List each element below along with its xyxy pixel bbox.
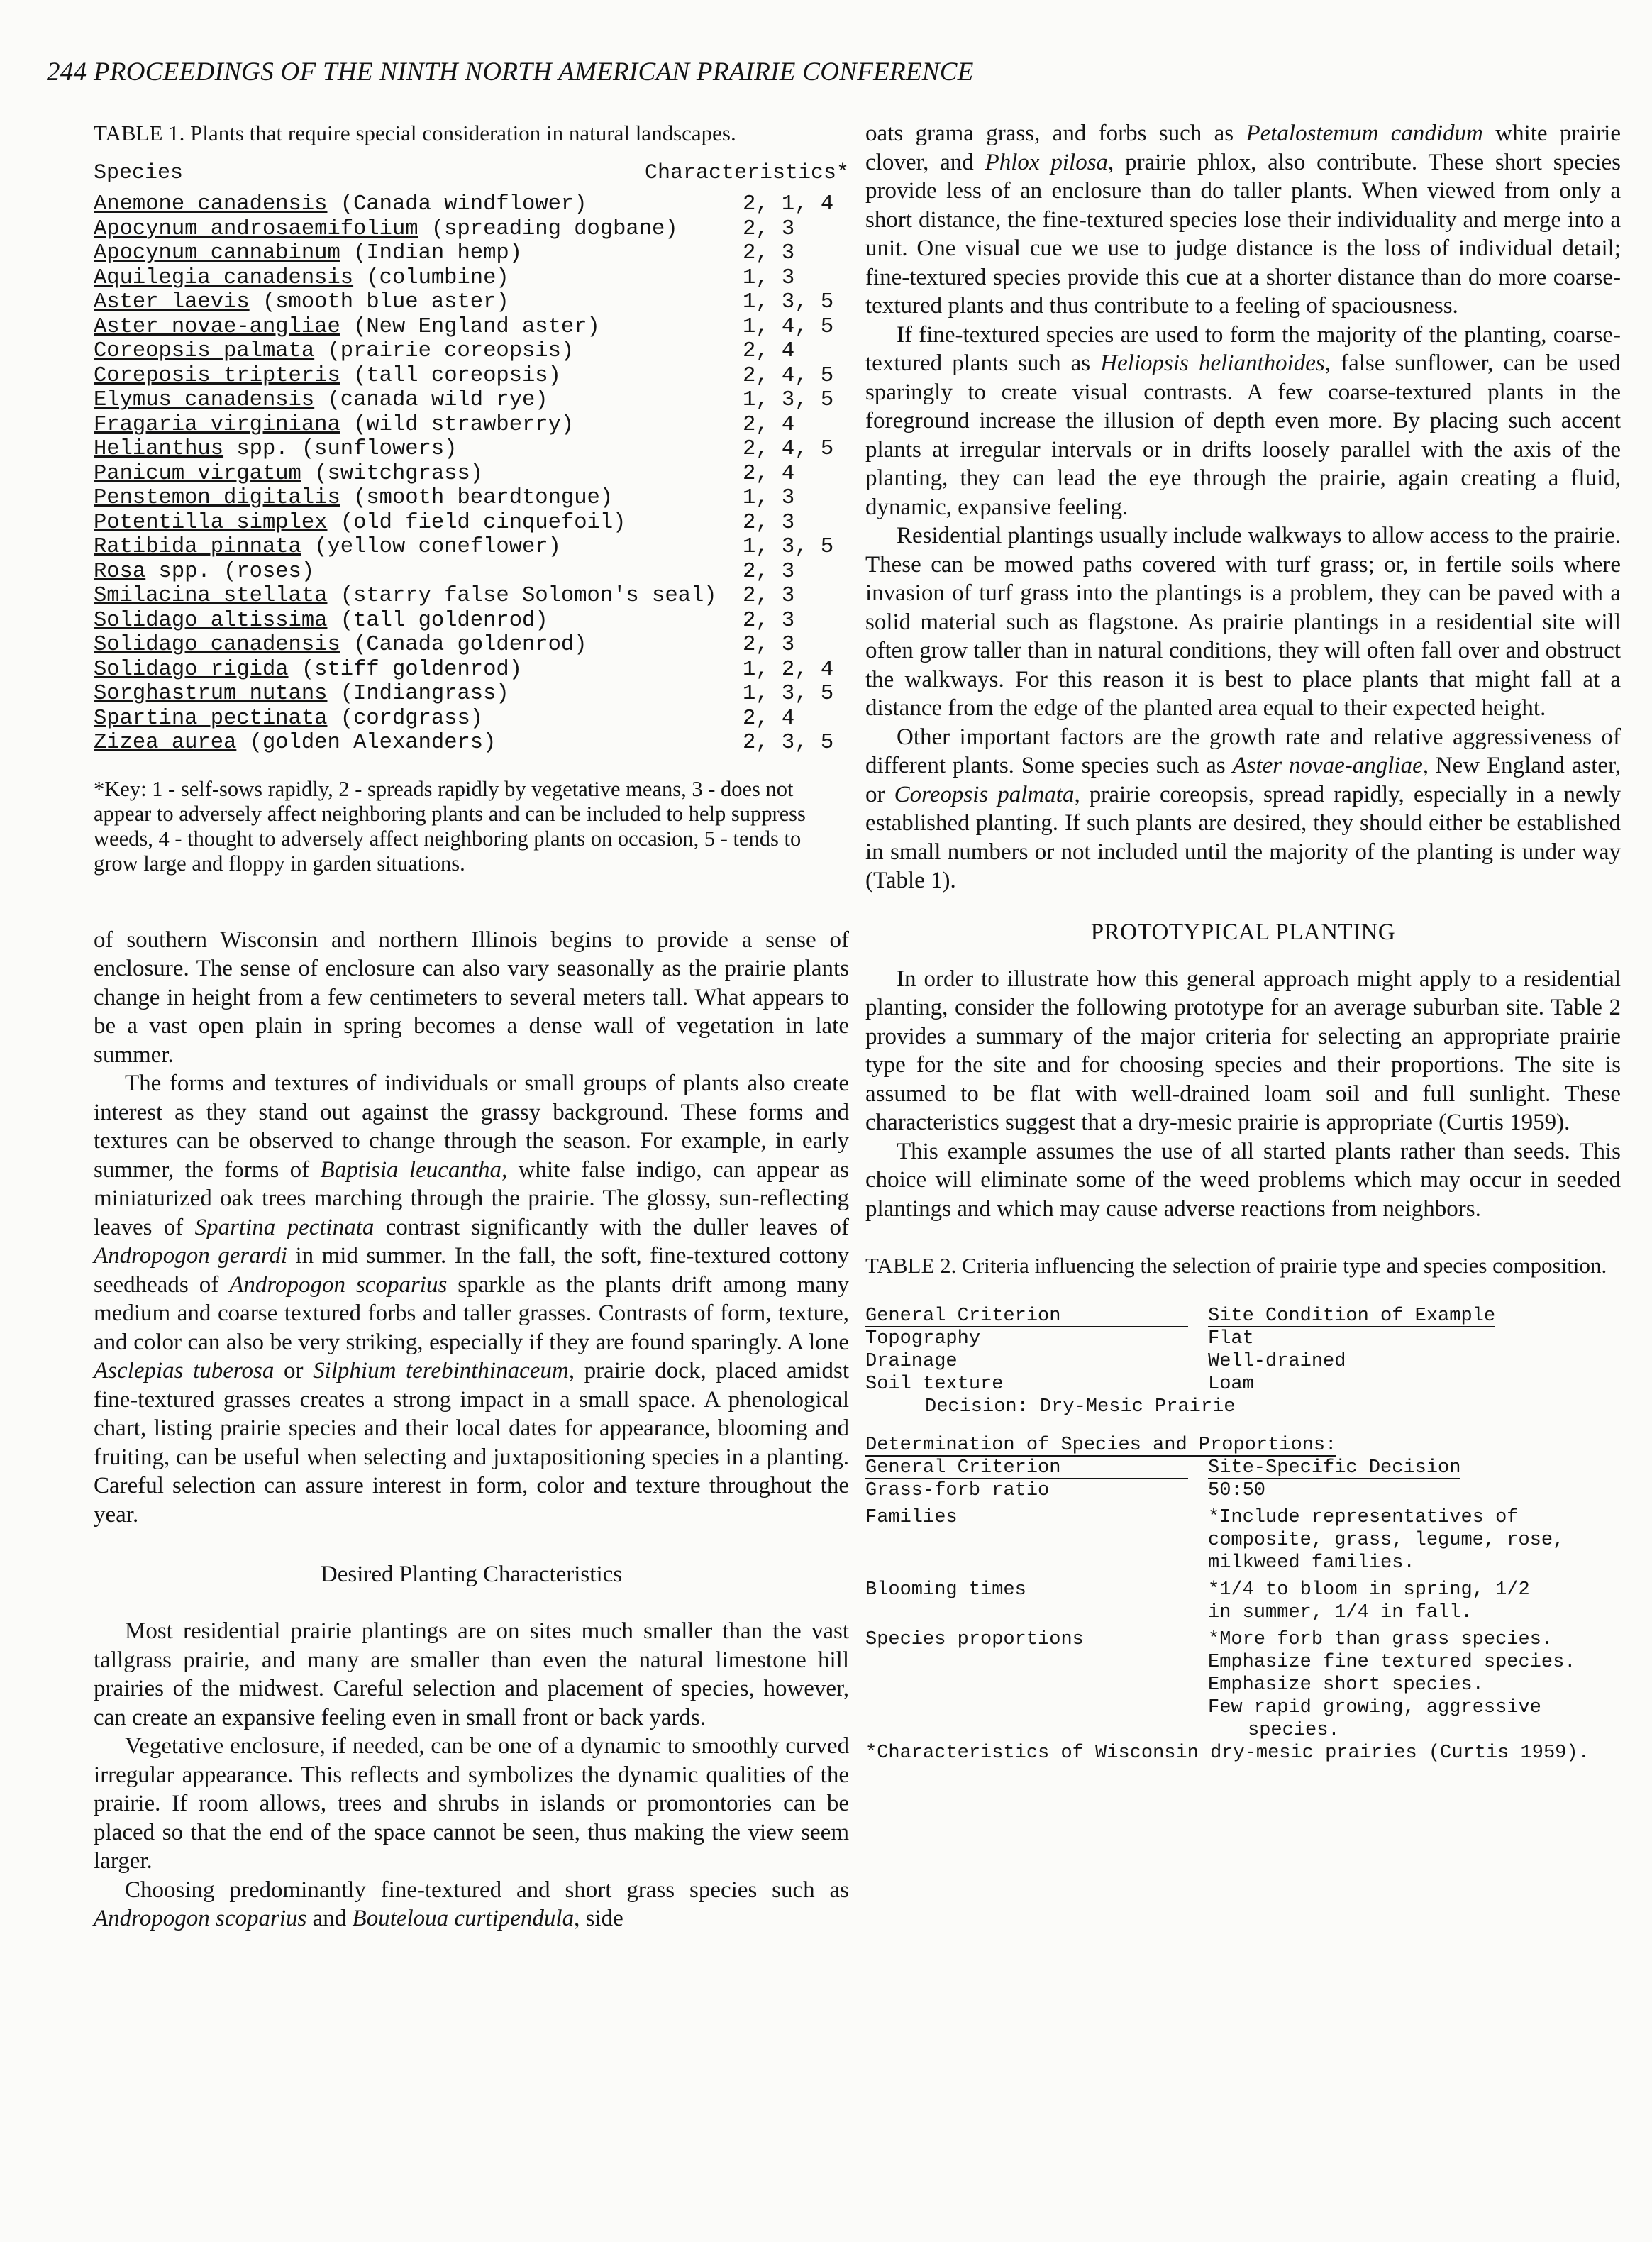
characteristics-cell: 1, 3, 5	[743, 535, 834, 559]
criterion-cell: Soil texture	[865, 1374, 1004, 1395]
table-row	[94, 388, 849, 413]
species-cell	[94, 266, 743, 291]
paragraph: oats grama grass, and forbs such as Petalostemum candidum white prairie clover, and Phlox pilosa, prairie phlox, also contribute. These short species provide less of an enclosure than do taller plants. When viewed from only a short distance, the fine-textured species lose their individuality and merge into a unit. One visual cue we use to judge distance is the loss of individual detail; fine-textured species provide this cue at a shorter distance than do more coarse-textured plants and thus contribute to a feeling of spaciousness.	[865, 121, 1621, 319]
characteristics-cell: 2, 3	[743, 633, 795, 657]
table-row	[865, 1506, 1621, 1574]
scientific-name: Panicum virgatum	[94, 461, 301, 486]
scientific-name: Ratibida pinnata	[94, 535, 301, 559]
table-row	[865, 1373, 1621, 1396]
table2-caption: TABLE 2. Criteria influencing the selection of prairie type and species composition.	[865, 1253, 1607, 1278]
condition-cell: Flat	[1208, 1328, 1254, 1349]
characteristics-cell: 2, 3	[743, 559, 795, 584]
species-cell	[94, 241, 743, 266]
table-row	[94, 217, 849, 242]
criterion-cell: Grass-forb ratio	[865, 1480, 1050, 1501]
section-heading: PROTOTYPICAL PLANTING	[1090, 919, 1396, 945]
scientific-name: Sorghastrum nutans	[94, 682, 328, 706]
table2-determination-title: Determination of Species and Proportions:	[865, 1435, 1337, 1456]
running-header: 244 PROCEEDINGS OF THE NINTH NORTH AMERICAN PRAIRIE CONFERENCE	[47, 57, 974, 87]
decision-line: Emphasize fine textured species.	[1208, 1652, 1576, 1673]
right-body-text	[865, 119, 1621, 1223]
decision-line: 50:50	[1208, 1480, 1266, 1501]
table2-col-decision: Site-Specific Decision	[1208, 1457, 1461, 1479]
characteristics-cell: 2, 3, 5	[743, 731, 834, 755]
common-name: spp. (roses)	[145, 559, 315, 584]
species-cell	[94, 731, 743, 756]
table2-col-condition: Site Condition of Example	[1208, 1305, 1496, 1327]
scientific-name: Solidago rigida	[94, 657, 289, 682]
scientific-name: Spartina pectinata	[94, 706, 328, 731]
table-row	[94, 707, 849, 731]
common-name: spp. (sunflowers)	[223, 437, 458, 461]
characteristics-cell: 1, 3, 5	[743, 682, 834, 706]
decision-cell	[1208, 1579, 1621, 1624]
table-row	[94, 241, 849, 266]
characteristics-cell: 1, 3	[743, 265, 795, 290]
paragraph: In order to illustrate how this general approach might apply to a residential planting, consider the following prototype for an average suburban site. Table 2 provides a summary of the major criteria for selecting an appropriate prairie type for the site and for choosing species and their proportions. The site is assumed to be flat with well-drained loam soil and full sunlight. These characteristics suggest that a dry-mesic prairie is appropriate (Curtis 1959).	[865, 966, 1621, 1135]
paragraph: This example assumes the use of all started plants rather than seeds. This choice will eliminate some of the weed problems which may occur in seeded plantings and which may cause adverse reactions from neighbors.	[865, 1138, 1621, 1222]
table2-site-rows	[865, 1327, 1621, 1396]
decision-line: *Include representatives of	[1208, 1507, 1519, 1528]
species-cell	[94, 437, 743, 462]
table-row	[94, 731, 849, 756]
common-name: (New England aster)	[340, 314, 600, 339]
characteristics-cell: 2, 3	[743, 584, 795, 608]
paragraph: Most residential prairie plantings are on sites much smaller than the vast tallgrass prairie, and many are smaller than even the natural limestone hill prairies of the midwest. Careful selection and placement of species, however, can create an expansive feeling even in small front or back yards.	[94, 1618, 849, 1730]
section-heading: Desired Planting Characteristics	[320, 1562, 623, 1587]
species-cell	[94, 486, 743, 511]
table2-footnote: *Characteristics of Wisconsin dry-mesic prairies (Curtis 1959).	[865, 1743, 1590, 1764]
scientific-name: Coreopsis palmata	[94, 339, 315, 363]
characteristics-cell: 1, 3	[743, 486, 795, 510]
common-name: (yellow coneflower)	[301, 535, 561, 559]
condition-cell: Loam	[1208, 1374, 1254, 1395]
table-row	[94, 511, 849, 536]
scientific-name: Solidago altissima	[94, 608, 328, 633]
characteristics-cell: 2, 3	[743, 510, 795, 535]
table-row	[94, 290, 849, 315]
table2-header	[865, 1305, 1621, 1327]
characteristics-cell: 2, 4, 5	[743, 437, 834, 461]
table1-col-species: Species	[94, 161, 184, 185]
common-name: (wild strawberry)	[340, 412, 575, 437]
scientific-name: Zizea aurea	[94, 731, 237, 755]
characteristics-cell: 1, 3, 5	[743, 388, 834, 412]
species-cell	[94, 609, 743, 634]
table-row	[94, 682, 849, 707]
table-row	[94, 413, 849, 438]
species-cell	[94, 511, 743, 536]
common-name: (starry false Solomon's seal)	[327, 584, 717, 608]
table-row	[94, 633, 849, 658]
common-name: (smooth blue aster)	[249, 290, 509, 314]
paragraph: If fine-textured species are used to form the majority of the planting, coarse-textured plants such as Heliopsis helianthoides, false sunflower, can be used sparingly to create visual contrasts. A few coarse-textured plants in the foreground increase the illusion of depth even more. By placing such accent plants at irregular intervals or in drifts loosely parallel with the axis of the planting, they can lead the eye through the prairie, again creating a fluid, dynamic, expansive feeling.	[865, 321, 1621, 520]
common-name: (smooth beardtongue)	[340, 486, 614, 510]
table2-decision: Decision: Dry-Mesic Prairie	[925, 1396, 1236, 1418]
scientific-name: Aquilegia canadensis	[94, 265, 354, 290]
common-name: (switchgrass)	[301, 461, 484, 486]
characteristics-cell: 2, 4	[743, 706, 795, 731]
species-cell	[94, 192, 743, 217]
characteristics-cell: 2, 1, 4	[743, 192, 834, 216]
table-row	[94, 560, 849, 585]
left-body-text	[94, 926, 849, 1933]
species-cell	[94, 560, 743, 585]
common-name: (canada wild rye)	[314, 388, 548, 412]
characteristics-cell: 2, 3	[743, 241, 795, 265]
common-name: (tall goldenrod)	[327, 608, 548, 633]
scientific-name: Apocynum androsaemifolium	[94, 216, 418, 241]
decision-cell	[1208, 1628, 1621, 1742]
characteristics-cell: 1, 4, 5	[743, 314, 834, 339]
scientific-name: Coreposis tripteris	[94, 363, 340, 388]
characteristics-cell: 2, 3	[743, 608, 795, 633]
species-cell	[94, 388, 743, 413]
table-row	[94, 462, 849, 487]
decision-line: *More forb than grass species.	[1208, 1629, 1553, 1650]
common-name: (Canada goldenrod)	[340, 633, 587, 657]
characteristics-cell: 2, 4	[743, 412, 795, 437]
criterion-cell: Drainage	[865, 1351, 958, 1372]
paragraph: of southern Wisconsin and northern Illinois begins to provide a sense of enclosure. The sense of enclosure can also vary seasonally as the prairie plants change in height from a few centimeters to several meters tall. What appears to be a vast open plain in spring becomes a dense wall of vegetation in late summer.	[94, 927, 849, 1068]
scientific-name: Penstemon digitalis	[94, 486, 340, 510]
species-cell	[94, 584, 743, 609]
species-cell	[94, 315, 743, 340]
scientific-name: Apocynum cannabinum	[94, 241, 340, 265]
decision-line: Emphasize short species.	[1208, 1674, 1484, 1696]
table-row	[865, 1628, 1621, 1742]
table2-subheader	[865, 1457, 1621, 1479]
table-row	[865, 1327, 1621, 1350]
decision-line: Few rapid growing, aggressive	[1208, 1697, 1541, 1718]
scientific-name: Helianthus	[94, 437, 224, 461]
criterion-cell: Topography	[865, 1328, 981, 1349]
table1-header	[94, 161, 849, 185]
characteristics-cell: 1, 2, 4	[743, 657, 834, 682]
species-cell	[94, 462, 743, 487]
species-cell	[94, 290, 743, 315]
paragraph: Other important factors are the growth rate and relative aggressiveness of different plants. Some species such as Aster novae-angliae, New England aster, or Coreopsis palmata, prairie coreopsis, spread rapidly, especially in a newly established planting. If such plants are desired, they should either be established in small numbers or not included until the majority of the planting is under way (Table 1).	[865, 724, 1621, 893]
scientific-name: Aster laevis	[94, 290, 250, 314]
characteristics-cell: 2, 4	[743, 339, 795, 363]
decision-line: *1/4 to bloom in spring, 1/2	[1208, 1579, 1530, 1601]
scientific-name: Elymus canadensis	[94, 388, 315, 412]
common-name: (golden Alexanders)	[236, 731, 497, 755]
left-column	[94, 119, 849, 1933]
table-row	[94, 584, 849, 609]
scientific-name: Anemone canadensis	[94, 192, 328, 216]
table1-body	[94, 192, 849, 756]
species-cell	[94, 682, 743, 707]
table2-col-criterion: General Criterion	[865, 1306, 1188, 1327]
common-name: (spreading dogbane)	[418, 216, 678, 241]
characteristics-cell: 2, 3	[743, 216, 795, 241]
decision-cell	[1208, 1479, 1621, 1502]
right-column	[865, 119, 1621, 1765]
common-name: (Indiangrass)	[327, 682, 509, 706]
criterion-cell: Species proportions	[865, 1629, 1084, 1650]
species-cell	[94, 217, 743, 242]
decision-line: in summer, 1/4 in fall.	[1208, 1602, 1473, 1623]
scientific-name: Potentilla simplex	[94, 510, 328, 535]
paragraph: Choosing predominantly fine-textured and short grass species such as Andropogon scoparius and Bouteloua curtipendula, side	[94, 1877, 849, 1931]
table2-decision-rows	[865, 1479, 1621, 1742]
characteristics-cell: 2, 4, 5	[743, 363, 834, 388]
table-row	[94, 658, 849, 683]
table-row	[865, 1479, 1621, 1502]
table-row	[94, 339, 849, 364]
common-name: (Canada windflower)	[327, 192, 587, 216]
decision-line: species.	[1248, 1720, 1340, 1741]
table2-determination	[865, 1434, 1621, 1742]
table-row	[94, 486, 849, 511]
table2-col-criterion: General Criterion	[865, 1458, 1188, 1479]
table-row	[94, 535, 849, 560]
species-cell	[94, 364, 743, 389]
decision-line: composite, grass, legume, rose,	[1208, 1530, 1565, 1551]
common-name: (old field cinquefoil)	[327, 510, 626, 535]
species-cell	[94, 413, 743, 438]
condition-cell: Well-drained	[1208, 1351, 1346, 1372]
species-cell	[94, 658, 743, 683]
common-name: (prairie coreopsis)	[314, 339, 575, 363]
common-name: (stiff goldenrod)	[288, 657, 523, 682]
paragraph: Vegetative enclosure, if needed, can be one of a dynamic to smoothly curved irregular appearance. This reflects and symbolizes the dynamic qualities of the prairie. If room allows, trees and shrubs in islands or promontories can be placed so that the end of the space cannot be seen, thus making the view seem larger.	[94, 1733, 849, 1874]
table1-footnote: *Key: 1 - self-sows rapidly, 2 - spreads rapidly by vegetative means, 3 - does not appear to adversely affect neighboring plants and can be included to help suppress weeds, 4 - thought to adversely affect neighboring plants on occasion, 5 - tends to grow large and floppy in garden situations.	[94, 776, 806, 876]
decision-line: milkweed families.	[1208, 1552, 1415, 1574]
characteristics-cell: 2, 4	[743, 461, 795, 486]
table-row	[94, 437, 849, 462]
characteristics-cell: 1, 3, 5	[743, 290, 834, 314]
table-row	[94, 315, 849, 340]
scientific-name: Rosa	[94, 559, 146, 584]
common-name: (tall coreopsis)	[340, 363, 561, 388]
table1-col-characteristics: Characteristics*	[644, 161, 849, 185]
table1	[94, 161, 849, 756]
table-row	[94, 266, 849, 291]
table-row	[94, 192, 849, 217]
species-cell	[94, 707, 743, 731]
scientific-name: Aster novae-angliae	[94, 314, 340, 339]
species-cell	[94, 339, 743, 364]
criterion-cell: Blooming times	[865, 1579, 1026, 1601]
scientific-name: Smilacina stellata	[94, 584, 328, 608]
table-row	[94, 609, 849, 634]
common-name: (cordgrass)	[327, 706, 484, 731]
species-cell	[94, 535, 743, 560]
paragraph: Residential plantings usually include walkways to allow access to the prairie. These can be mowed paths covered with turf grass; or, in fertile soils where invasion of turf grass into the plantings is a problem, they can be paved with a solid material such as flagstone. As prairie plantings in a residential site will often grow taller than in natural conditions, they will often fall over and obstruct the walkways. For this reason it is best to place plants that might fall at a distance from the edge of the planted area equal to their expected height.	[865, 523, 1621, 721]
decision-cell	[1208, 1506, 1621, 1574]
common-name: (columbine)	[353, 265, 509, 290]
paragraph: The forms and textures of individuals or small groups of plants also create interest as they stand out against the grassy background. These forms and textures can be observed to change through the season. For example, in early summer, the forms of Baptisia leucantha, white false indigo, can appear as miniaturized oak trees marching through the prairie. The glossy, sun-reflecting leaves of Spartina pectinata contrast significantly with the duller leaves of Andropogon gerardi in mid summer. In the fall, the soft, fine-textured cottony seedheads of Andropogon scoparius sparkle as the plants drift among many medium and coarse textured forbs and taller grasses. Contrasts of form, texture, and color can also be very striking, especially if they are found sparingly. A lone Asclepias tuberosa or Silphium terebinthinaceum, prairie dock, placed amidst fine-textured grasses creates a strong impact in a small space. A phenological chart, listing prairie species and their local dates for appearance, blooming and fruiting, can be useful when selecting and juxtapositioning species in a planting. Careful selection can assure interest in form, color and texture throughout the year.	[94, 1071, 849, 1528]
table2	[865, 1305, 1621, 1765]
table-row	[94, 364, 849, 389]
table-row	[865, 1350, 1621, 1373]
species-cell	[94, 633, 743, 658]
common-name: (Indian hemp)	[340, 241, 523, 265]
criterion-cell: Families	[865, 1507, 958, 1528]
table-row	[865, 1579, 1621, 1624]
scientific-name: Solidago canadensis	[94, 633, 340, 657]
table1-caption: TABLE 1. Plants that require special consideration in natural landscapes.	[94, 121, 736, 145]
scientific-name: Fragaria virginiana	[94, 412, 340, 437]
